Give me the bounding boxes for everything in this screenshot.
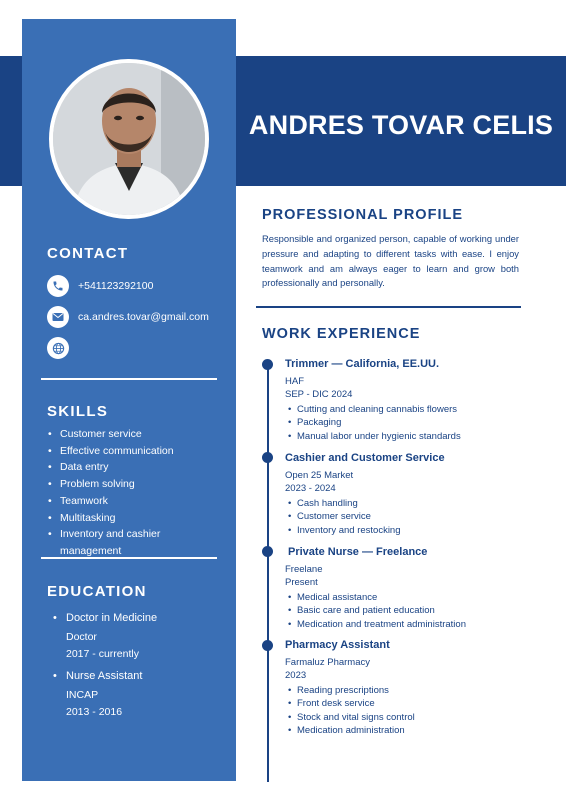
duty-item: • Medication administration bbox=[288, 724, 535, 737]
job-title: Pharmacy Assistant bbox=[285, 639, 390, 651]
experience-heading: WORK EXPERIENCE bbox=[262, 326, 421, 342]
skill-item: • Effective communication bbox=[48, 443, 218, 460]
job-dates: 2023 bbox=[285, 670, 307, 681]
education-item bbox=[53, 612, 223, 663]
job-duties bbox=[288, 591, 535, 631]
duty-item: • Customer service bbox=[288, 510, 535, 523]
duty-item: • Packaging bbox=[288, 416, 535, 429]
education-degree: • Nurse Assistant bbox=[53, 670, 223, 682]
timeline-dot bbox=[262, 359, 273, 370]
education-institution: INCAP bbox=[66, 689, 99, 701]
skill-item: • Customer service bbox=[48, 426, 218, 443]
timeline-dot bbox=[262, 640, 273, 651]
job-entry bbox=[285, 358, 535, 443]
education-item bbox=[53, 670, 223, 721]
skills-divider bbox=[41, 557, 217, 559]
portrait-illustration bbox=[53, 63, 205, 215]
duty-item: • Cash handling bbox=[288, 497, 535, 510]
candidate-name: ANDRES TOVAR CELIS bbox=[248, 110, 554, 140]
skill-item: • Inventory and cashier management bbox=[48, 526, 178, 559]
contact-heading: CONTACT bbox=[47, 245, 129, 262]
duty-item: • Reading prescriptions bbox=[288, 684, 535, 697]
profile-text: Responsible and organized person, capable of working under pressure and adapting to different tasks with ease. I enjoy teamwork and am always eager to learn and grow both professionally and personally. bbox=[262, 233, 519, 289]
skill-item: • Data entry bbox=[48, 459, 218, 476]
job-duties bbox=[288, 403, 535, 443]
contact-divider bbox=[41, 378, 217, 380]
skills-heading: SKILLS bbox=[47, 403, 109, 420]
job-duties bbox=[288, 497, 535, 537]
duty-item: • Medication and treatment administration bbox=[288, 618, 535, 631]
job-title: Private Nurse — Freelance bbox=[288, 546, 428, 558]
duty-item: • Stock and vital signs control bbox=[288, 711, 535, 724]
education-dates: 2013 - 2016 bbox=[66, 706, 123, 718]
contact-phone-row bbox=[47, 275, 153, 297]
contact-email-row bbox=[47, 306, 209, 328]
job-company: Farmaluz Pharmacy bbox=[285, 657, 370, 668]
job-entry bbox=[285, 546, 535, 631]
job-title: Trimmer — California, EE.UU. bbox=[285, 358, 440, 370]
skills-list bbox=[48, 426, 218, 560]
skill-item: • Multitasking bbox=[48, 510, 218, 527]
profile-heading: PROFESSIONAL PROFILE bbox=[262, 207, 464, 223]
education-institution: Doctor bbox=[66, 631, 97, 643]
education-dates: 2017 - currently bbox=[66, 648, 139, 660]
job-dates: Present bbox=[285, 577, 318, 588]
education-heading: EDUCATION bbox=[47, 583, 147, 600]
globe-icon[interactable] bbox=[47, 337, 69, 359]
envelope-icon bbox=[47, 306, 69, 328]
timeline-dot bbox=[262, 452, 273, 463]
job-dates: 2023 - 2024 bbox=[285, 483, 336, 494]
duty-item: • Inventory and restocking bbox=[288, 524, 535, 537]
experience-timeline bbox=[267, 362, 269, 782]
job-company: HAF bbox=[285, 376, 304, 387]
skill-item: • Problem solving bbox=[48, 476, 218, 493]
duty-item: • Manual labor under hygienic standards bbox=[288, 430, 535, 443]
duty-item: • Cutting and cleaning cannabis flowers bbox=[288, 403, 535, 416]
phone-icon bbox=[47, 275, 69, 297]
contact-email[interactable]: ca.andres.tovar@gmail.com bbox=[78, 311, 209, 323]
profile-photo bbox=[49, 59, 209, 219]
skill-item: • Teamwork bbox=[48, 493, 218, 510]
job-entry bbox=[285, 639, 535, 738]
education-degree: • Doctor in Medicine bbox=[53, 612, 223, 624]
profile-divider bbox=[256, 306, 521, 308]
contact-phone[interactable]: +541123292100 bbox=[78, 280, 154, 292]
job-duties bbox=[288, 684, 535, 738]
duty-item: • Medical assistance bbox=[288, 591, 535, 604]
contact-web-row bbox=[47, 337, 69, 359]
duty-item: • Basic care and patient education bbox=[288, 604, 535, 617]
job-entry bbox=[285, 452, 535, 537]
job-title: Cashier and Customer Service bbox=[285, 452, 445, 464]
job-dates: SEP - DIC 2024 bbox=[285, 389, 353, 400]
job-company: Freelane bbox=[285, 564, 323, 575]
duty-item: • Front desk service bbox=[288, 697, 535, 710]
timeline-dot bbox=[262, 546, 273, 557]
job-company: Open 25 Market bbox=[285, 470, 354, 481]
